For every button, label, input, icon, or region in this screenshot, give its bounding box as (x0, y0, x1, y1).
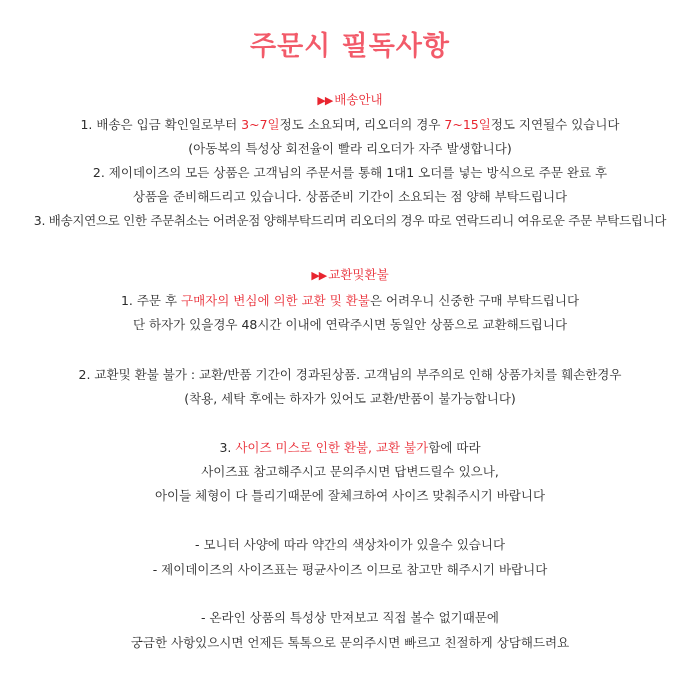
note-line-2: - 제이데이즈의 사이즈표는 평균사이즈 이므로 참고만 해주시기 바랍니다 (152, 562, 548, 577)
text-segment: 1. 주문 후 (120, 293, 182, 308)
exchange-line-2: 단 하자가 있을경우 48시간 이내에 연락주시면 동일안 상품으로 교환해드립니다 (132, 317, 568, 332)
double-right-triangle-icon: ▶▶ (311, 269, 327, 282)
text-segment: 정도 소요되며, 리오더의 경우 (279, 117, 445, 132)
note-line-4: 궁금한 사항있으시면 언제든 톡톡으로 문의주시면 빠르고 친절하게 상담해드려요 (130, 635, 570, 650)
text-segment: 함에 따라 (428, 440, 481, 455)
page-title: 주문시 필독사항 (250, 31, 450, 62)
shipping-line-2: (아동복의 특성상 회전율이 빨라 리오더가 자주 발생합니다) (188, 141, 512, 156)
text-segment: 은 어려우니 신중한 구매 부탁드립니다 (369, 293, 580, 308)
shipping-line-3: 2. 제이데이즈의 모든 상품은 고객님의 주문서를 통해 1대1 오더를 넣는 방식으로 주문 완료 후 (92, 165, 608, 180)
exchange-line-5 (0, 439, 700, 457)
shipping-line-5: 3. 배송지연으로 인한 주문취소는 어려운점 양해부탁드리며 리오더의 경우 따로 연락드리니 여유로운 주문 부탁드립니다 (33, 213, 667, 228)
shipping-section-header (0, 91, 700, 110)
shipping-line-1 (0, 116, 700, 134)
exchange-line-6: 사이즈표 참고해주시고 문의주시면 답변드릴수 있으나, (201, 464, 499, 479)
shipping-line-4: 상품을 준비해드리고 있습니다. 상품준비 기간이 소요되는 점 양해 부탁드립니다 (132, 189, 568, 204)
shipping-header-label: 배송안내 (334, 92, 383, 107)
text-segment: 3. (219, 440, 236, 455)
highlight-text: 7~15일 (444, 117, 491, 132)
highlight-text: 사이즈 미스로 인한 환불, 교환 불가 (235, 440, 429, 455)
note-line-1: - 모니터 사양에 따라 약간의 색상차이가 있을수 있습니다 (194, 537, 506, 552)
exchange-line-1 (0, 292, 700, 310)
exchange-line-4: (착용, 세탁 후에는 하자가 있어도 교환/반품이 불가능합니다) (184, 391, 516, 406)
exchange-header-label: 교환및환불 (328, 267, 389, 282)
highlight-text: 3~7일 (241, 117, 280, 132)
note-line-3: - 온라인 상품의 특성상 만져보고 직접 볼수 없기때문에 (201, 610, 499, 625)
exchange-line-3: 2. 교환및 환불 불가 : 교환/반품 기간이 경과된상품. 고객님의 부주의로 인해 상품가치를 훼손한경우 (78, 367, 622, 382)
double-right-triangle-icon: ▶▶ (317, 94, 333, 107)
highlight-text: 구매자의 변심에 의한 교환 및 환불 (181, 293, 370, 308)
exchange-section-header (0, 266, 700, 285)
text-segment: 1. 배송은 입금 확인일로부터 (80, 117, 242, 132)
exchange-line-7: 아이들 체형이 다 틀리기때문에 잘체크하여 사이즈 맞춰주시기 바랍니다 (154, 488, 546, 503)
text-segment: 정도 지연될수 있습니다 (490, 117, 620, 132)
